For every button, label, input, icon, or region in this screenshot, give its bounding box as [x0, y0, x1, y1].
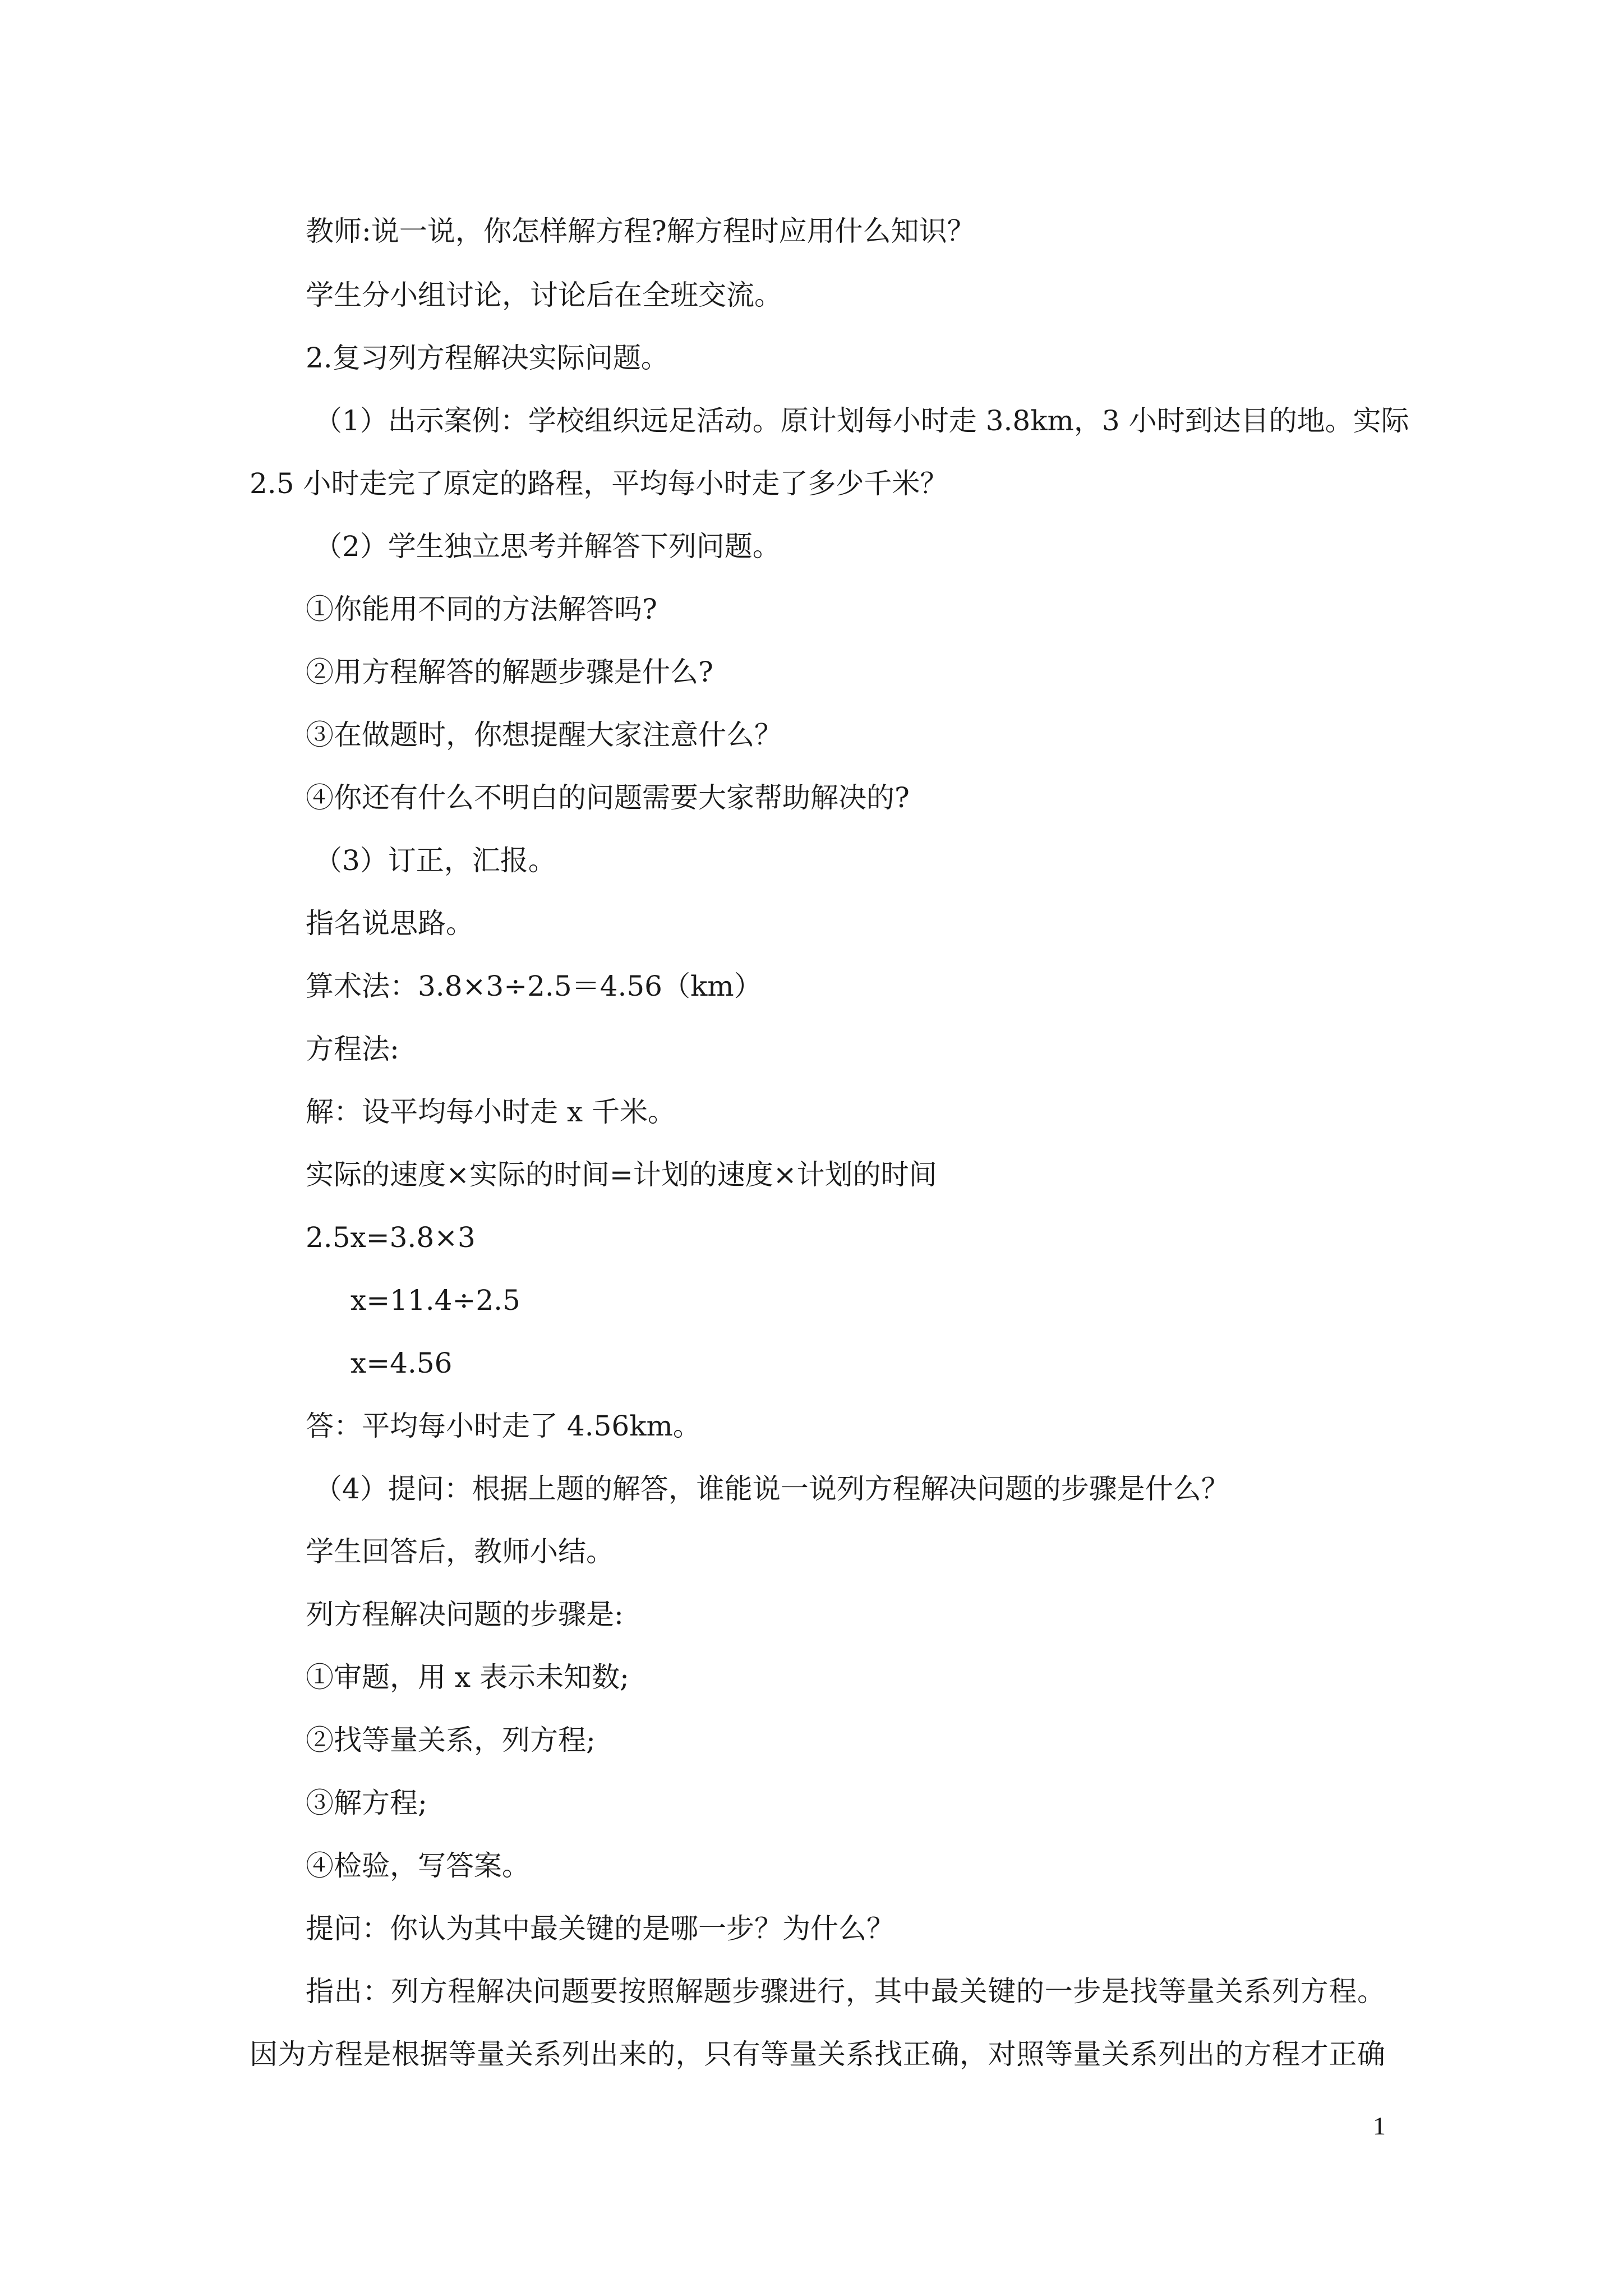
list-item-question-4: ④你还有什么不明白的问题需要大家帮助解决的?: [306, 781, 910, 814]
paragraph-group-discussion: 学生分小组讨论，讨论后在全班交流。: [306, 279, 782, 311]
equation-line-1: 2.5x=3.8×3: [306, 1221, 476, 1254]
paragraph-ask-steps: （4）提问：根据上题的解答，谁能说一说列方程解决问题的步骤是什么？: [314, 1473, 1229, 1505]
list-item-step-2: ②找等量关系，列方程;: [306, 1724, 596, 1756]
paragraph-teacher-summary: 学生回答后，教师小结。: [306, 1535, 614, 1568]
equation-line-3: x=4.56: [351, 1347, 453, 1379]
paragraph-answer: 答：平均每小时走了 4.56km。: [306, 1410, 701, 1442]
list-item-question-2: ②用方程解答的解题步骤是什么?: [306, 656, 713, 688]
paragraph-arithmetic-method: 算术法：3.8×3÷2.5＝4.56（km）: [306, 970, 762, 1002]
paragraph-think-solve: （2）学生独立思考并解答下列问题。: [314, 530, 781, 563]
paragraph-key-step-question: 提问：你认为其中最关键的是哪一步？为什么？: [306, 1912, 895, 1945]
paragraph-point-out-line-2: 因为方程是根据等量关系列出来的，只有等量关系找正确，对照等量关系列出的方程才正确: [250, 2038, 1385, 2070]
section-heading-review: 2.复习列方程解决实际问题。: [306, 342, 669, 374]
paragraph-steps-heading: 列方程解决问题的步骤是:: [306, 1598, 624, 1631]
paragraph-relationship: 实际的速度×实际的时间=计划的速度×计划的时间: [306, 1158, 937, 1191]
list-item-step-3: ③解方程;: [306, 1787, 427, 1819]
paragraph-correct-report: （3）订正，汇报。: [314, 844, 556, 877]
paragraph-case-line-2: 2.5 小时走完了原定的路程，平均每小时走了多少千米？: [250, 467, 948, 500]
paragraph-explain-idea: 指名说思路。: [306, 907, 474, 940]
page-number: 1: [1373, 2111, 1386, 2140]
list-item-step-1: ①审题，用 x 表示未知数;: [306, 1661, 629, 1694]
equation-line-2: x=11.4÷2.5: [351, 1284, 520, 1317]
list-item-question-3: ③在做题时，你想提醒大家注意什么？: [306, 719, 782, 751]
list-item-step-4: ④检验，写答案。: [306, 1849, 530, 1882]
list-item-question-1: ①你能用不同的方法解答吗?: [306, 593, 657, 625]
paragraph-point-out-line-1: 指出：列方程解决问题要按照解题步骤进行，其中最关键的一步是找等量关系列方程。: [306, 1975, 1385, 2008]
paragraph-solution-setup: 解：设平均每小时走 x 千米。: [306, 1096, 676, 1128]
paragraph-case-line-1: （1）出示案例：学校组织远足活动。原计划每小时走 3.8km，3 小时到达目的地。实际: [314, 404, 1409, 437]
paragraph-equation-method: 方程法:: [306, 1033, 399, 1065]
paragraph-teacher-question: 教师:说一说，你怎样解方程?解方程时应用什么知识？: [306, 215, 975, 247]
